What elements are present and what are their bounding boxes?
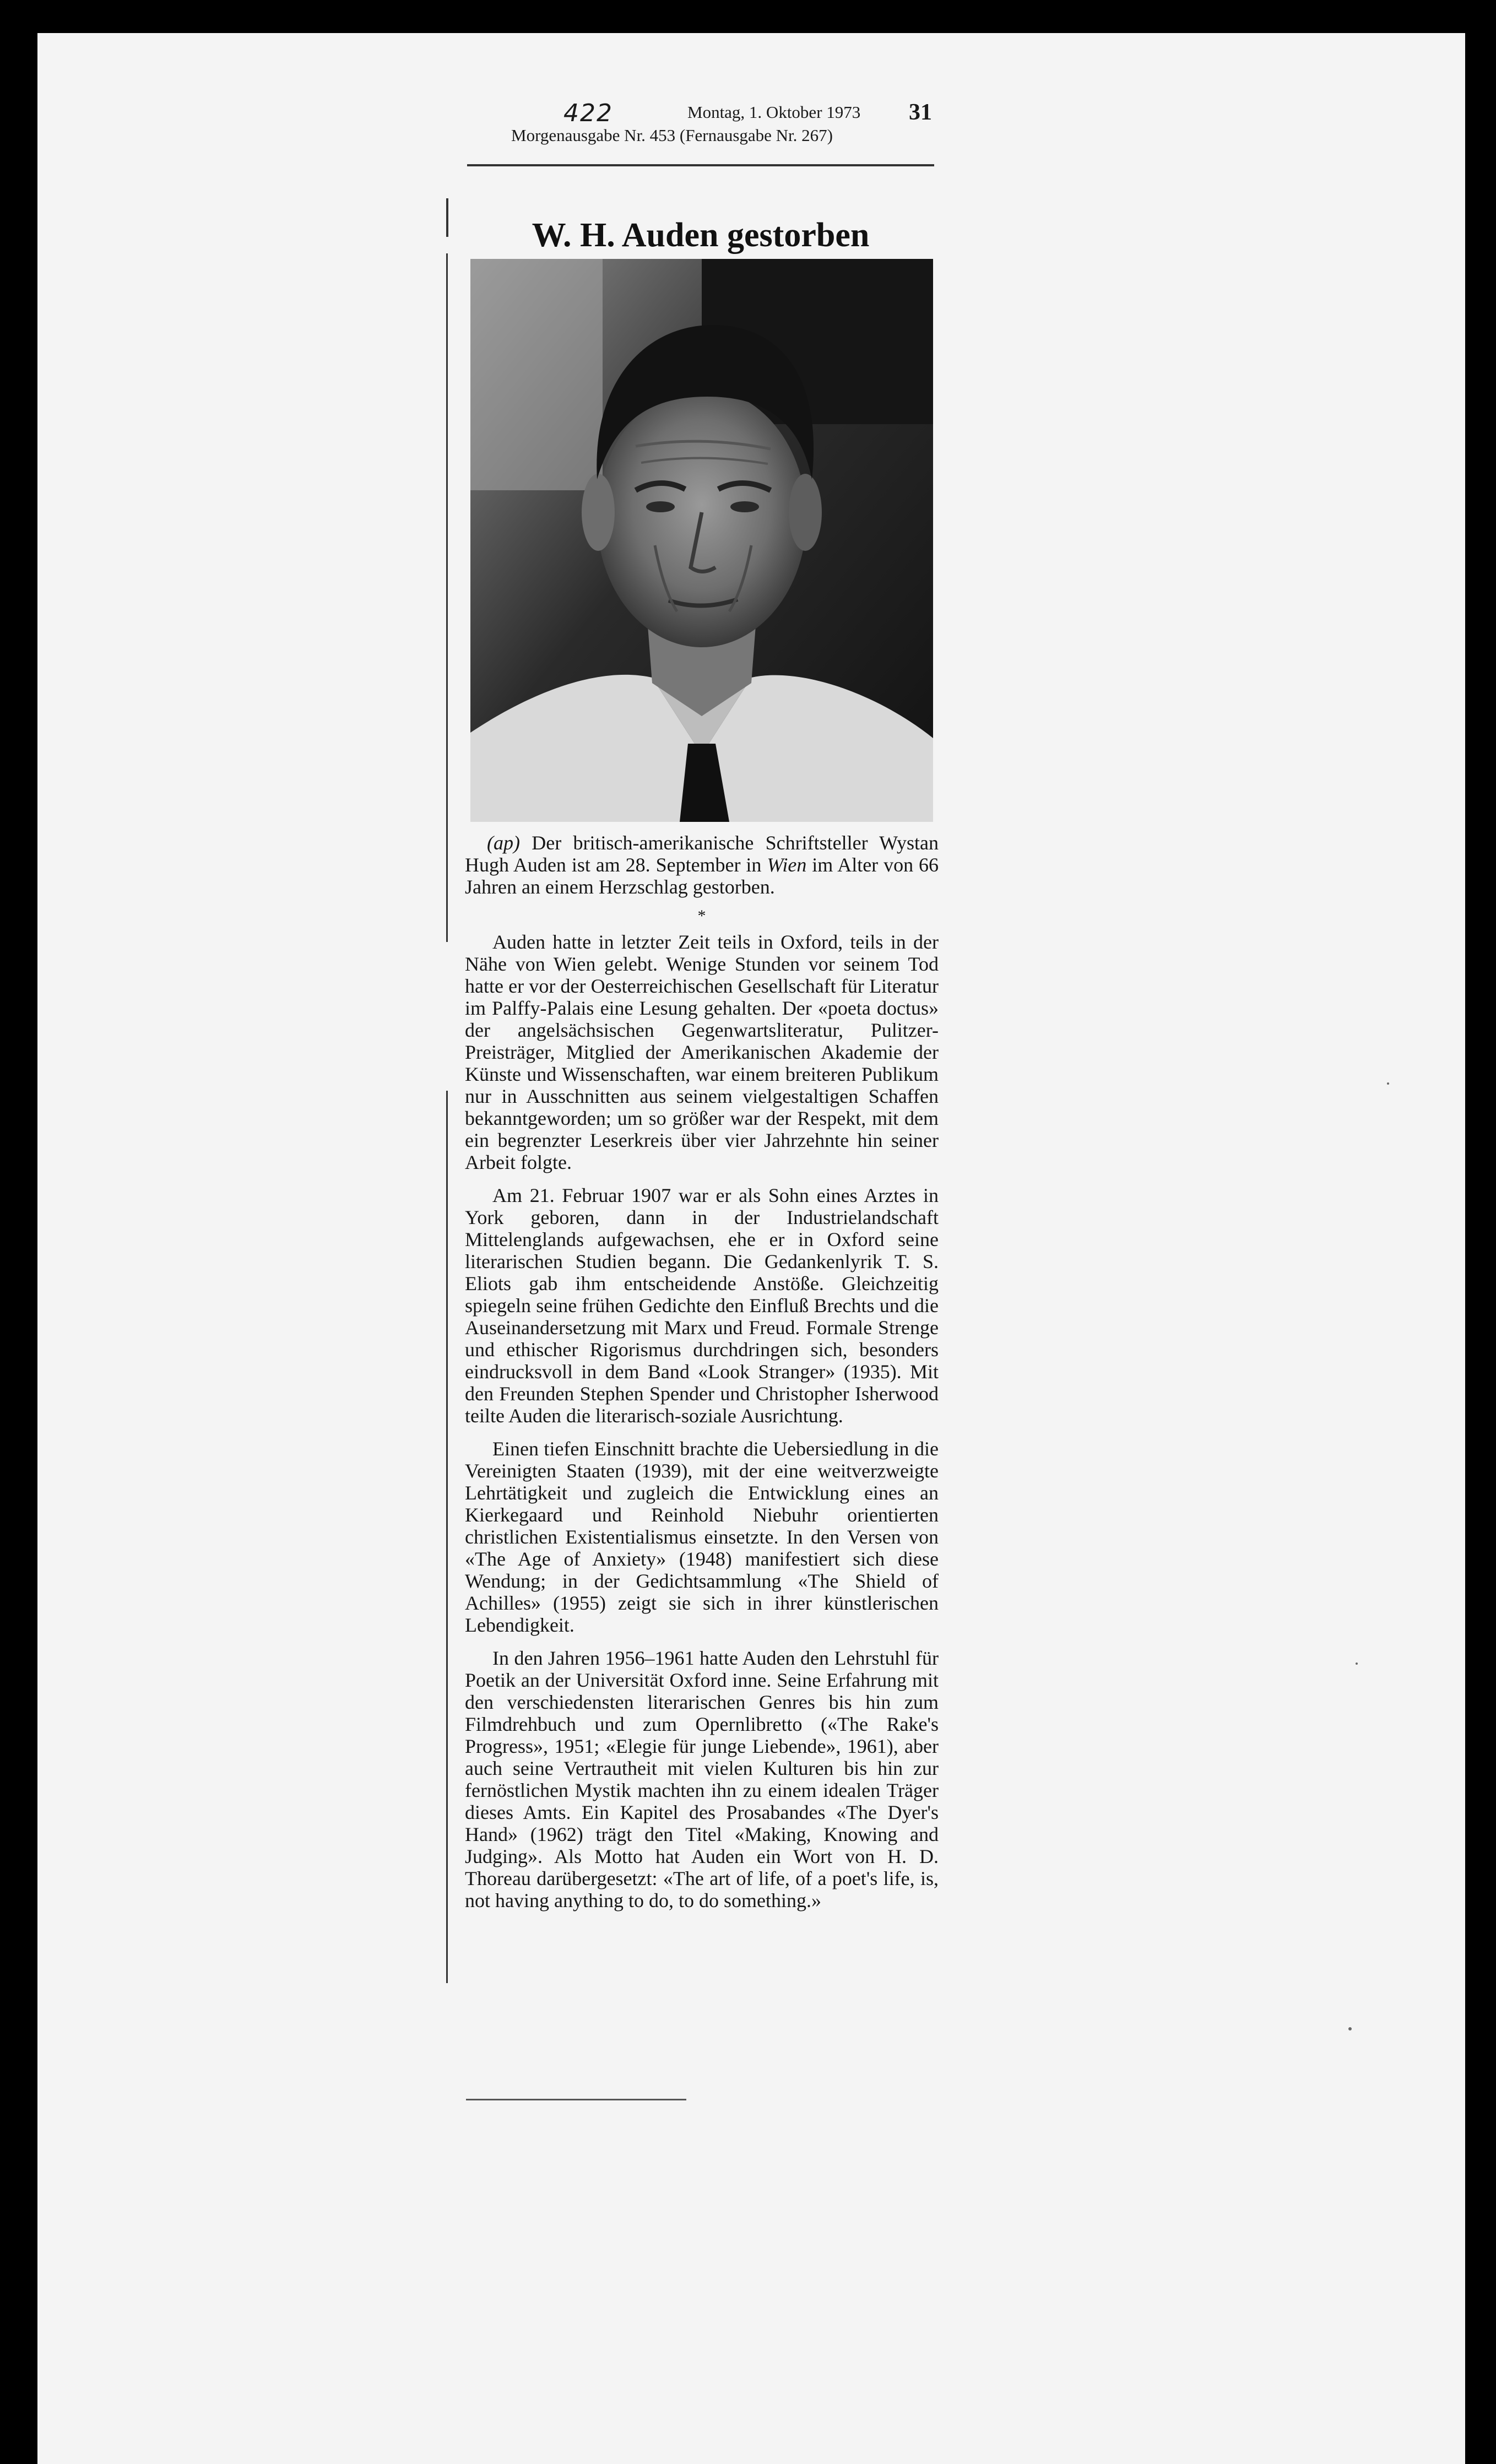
article-body xyxy=(465,832,939,1923)
newspaper-clipping-sheet xyxy=(37,33,1465,2464)
lead-place: Wien xyxy=(767,854,807,876)
article-end-rule xyxy=(466,2099,686,2100)
issue-date: Montag, 1. Oktober 1973 xyxy=(687,102,861,122)
page-number: 31 xyxy=(909,100,932,125)
edition-line: Morgenausgabe Nr. 453 (Fernausgabe Nr. 267) xyxy=(511,126,833,145)
margin-mark xyxy=(446,198,448,237)
body-paragraph: Am 21. Februar 1907 war er als Sohn eines Arztes in York geboren, dann in der Industrielandschaft Mittelenglands aufgewachsen, ehe er in Oxford seine literarischen Studien begann. Die Gedankenlyrik T. S. Eliots gab ihm entscheidende Anstöße. Gleichzeitig spiegeln seine frühen Gedichte den Einfluß Brechts und die Auseinandersetzung mit Marx und Freud. Formale Strenge und ethischer Rigorismus durchdringen sich, besonders eindrucksvoll in dem Band «Look Stranger» (1935). Mit den Freunden Stephen Spender und Christopher Isherwood teilte Auden die literarisch-soziale Ausrichtung. xyxy=(465,1184,939,1427)
body-paragraph: In den Jahren 1956–1961 hatte Auden den Lehrstuhl für Poetik an der Universität Oxford inne. Seine Erfahrung mit den verschiedensten literarischen Genres bis hin zum Filmdrehbuch und zum Opernlibretto («The Rake's Progress», 1951; «Elegie für junge Liebende», 1961), aber auch seine Vertrautheit mit vielen Kulturen bis hin zur fernöstlichen Mystik machten ihn zu einem idealen Träger dieses Amts. Ein Kapitel des Prosabandes «The Dyer's Hand» (1962) trägt den Titel «Making, Knowing and Judging». Als Motto hat Auden ein Wort von H. D. Thoreau darübergesetzt: «The art of life, of a poet's life, is, not having anything to do, to do something.» xyxy=(465,1647,939,1911)
lead-text-start: Der britisch-amerikanische Schriftsteller Wystan Hugh Auden ist am 28. September in xyxy=(465,832,939,876)
page-header xyxy=(511,99,935,165)
handwritten-archive-number: 422 xyxy=(563,99,613,127)
news-agency: (ap) xyxy=(487,832,520,854)
section-separator: * xyxy=(697,907,706,925)
header-rule xyxy=(467,164,934,166)
portrait-photo xyxy=(470,259,933,822)
margin-mark xyxy=(446,253,448,942)
body-paragraph: Einen tiefen Einschnitt brachte die Uebersiedlung in die Vereinigten Staaten (1939), mit der eine weitverzweigte Lehrtätigkeit und zugleich die Entwicklung eines an Kierkegaard und Reinhold Niebuhr orientierten christlichen Existentialismus einsetzte. In den Versen von «The Age of Anxiety» (1948) manifestiert sich diese Wendung; in der Gedichtsammlung «The Shield of Achilles» (1955) zeigt sie sich in ihrer künstlerischen Lebendigkeit. xyxy=(465,1438,939,1636)
margin-mark xyxy=(446,1091,448,1983)
portrait-image xyxy=(470,259,933,822)
scan-speck xyxy=(1387,1082,1389,1085)
article-title: W. H. Auden gestorben xyxy=(532,216,870,254)
lead-text-end: im Alter von 66 Jahren an einem Herzschlag gestorben. xyxy=(465,854,939,898)
scan-speck xyxy=(1356,1662,1358,1665)
body-paragraph: Auden hatte in letzter Zeit teils in Oxford, teils in der Nähe von Wien gelebt. Wenige Stunden vor seinem Tod hatte er vor der Oesterreichischen Gesellschaft für Literatur im Palffy-Palais eine Lesung gehalten. Der «poeta doctus» der angelsächsischen Gegenwartsliteratur, Pulitzer-Preisträger, Mitglied der Amerikanischen Akademie der Künste und Wissenschaften, war einem breiteren Publikum nur in Ausschnitten aus seinem vielgestaltigen Schaffen bekanntgeworden; um so größer war der Respekt, mit dem ein begrenzter Leserkreis über vier Jahrzehnte hin seiner Arbeit folgte. xyxy=(465,931,939,1173)
lead-paragraph xyxy=(465,832,939,898)
scan-speck xyxy=(1348,2027,1352,2030)
